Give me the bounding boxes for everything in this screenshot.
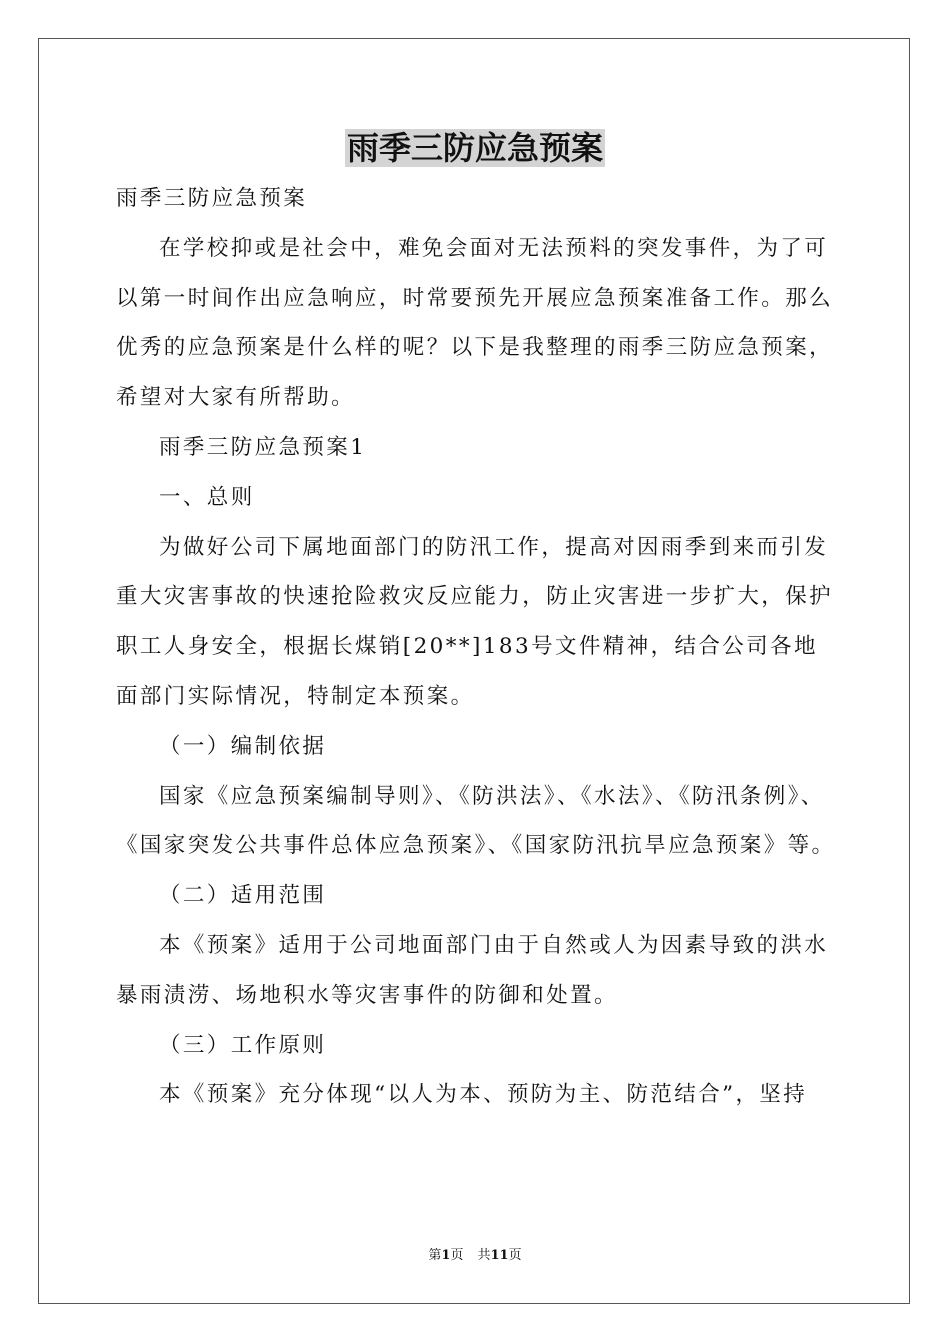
section-heading: 一、总则 (159, 484, 255, 510)
paragraph: 在学校抑或是社会中，难免会面对无法预料的突发事件，为了可以第一时间作出应急响应，时常要预先开展应急预案准备工作。那么优秀的应急预案是什么样的呢？以下是我整理的雨季三防应急预案，希望对大家有所帮助。 (116, 235, 834, 411)
page-prefix: 第 (428, 1248, 442, 1263)
subsection-heading: （二）适用范围 (159, 883, 327, 909)
section-heading: 雨季三防应急预案1 (159, 434, 367, 460)
page-number: 1 (441, 1248, 451, 1263)
paragraph: 为做好公司下属地面部门的防汛工作，提高对因雨季到来而引发重大灾害事故的快速抢险救灾反应能力，防止灾害进一步扩大，保护职工人身安全，根据长煤销[20**]183号文件精神，结合公司各地面部门实际情况，特制定本预案。 (116, 534, 834, 709)
page-footer (0, 1247, 950, 1265)
document-title-text: 雨季三防应急预案 (346, 129, 603, 167)
paragraph: 本《预案》适用于公司地面部门由于自然或人为因素导致的洪水暴雨渍涝、场地积水等灾害事件的防御和处置。 (116, 932, 829, 1008)
subsection-heading: （三）工作原则 (159, 1032, 327, 1058)
subsection-heading: （一）编制依据 (159, 733, 327, 759)
total-suffix: 页 (508, 1248, 522, 1263)
page-total: 11 (490, 1248, 509, 1263)
page-suffix: 页 (450, 1248, 464, 1263)
paragraph: 雨季三防应急预案 (116, 186, 308, 211)
paragraph: 国家《应急预案编制导则》、《防洪法》、《水法》、《防汛条例》、《国家突发公共事件总体应急预案》、《国家防汛抗旱应急预案》等。 (116, 783, 836, 859)
document-title (0, 126, 950, 170)
total-prefix: 共 (477, 1248, 491, 1263)
paragraph: 本《预案》充分体现“以人为本、预防为主、防范结合”，坚持 (159, 1082, 808, 1108)
document-body (116, 174, 836, 1120)
